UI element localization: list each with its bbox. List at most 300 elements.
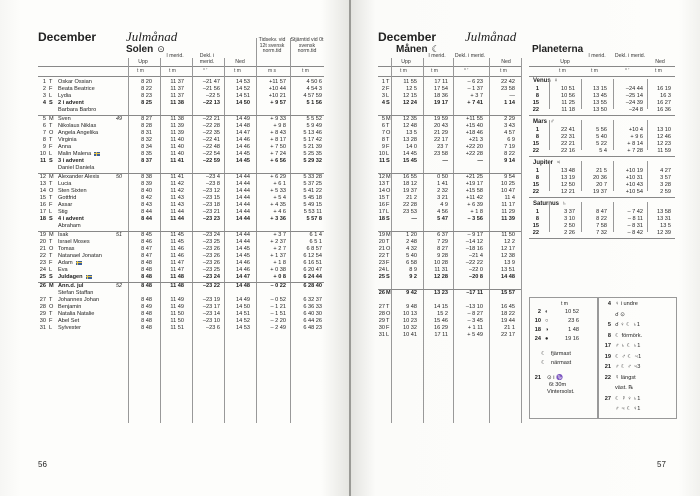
- meridian: 11 41: [170, 158, 184, 164]
- day-number: 27: [378, 304, 385, 310]
- month-title: December: [38, 30, 97, 44]
- declination: + 8 14: [627, 141, 643, 147]
- sidereal-time: 5 1 56: [306, 100, 322, 106]
- sunset: 14 49: [236, 116, 250, 122]
- weekday: T: [49, 137, 53, 143]
- declination: –23 24: [202, 232, 220, 238]
- moonset: 23 58: [501, 86, 515, 92]
- day-number: 30: [39, 318, 46, 324]
- meridian: 17 11: [434, 79, 448, 85]
- table-row: [351, 202, 526, 209]
- sidereal-time: 6 8 57: [306, 246, 322, 252]
- set: 12 23: [657, 141, 671, 147]
- equation-of-time: – 2 49: [270, 325, 286, 331]
- weekday: O: [386, 130, 391, 136]
- sunrise: 8 43: [141, 202, 152, 208]
- day-number: 17: [39, 209, 46, 215]
- name-day: Sven: [58, 116, 71, 122]
- moonrise: 12 15: [403, 93, 417, 99]
- day-number: 23: [39, 260, 46, 266]
- sidereal-time: 6 24 44: [303, 274, 322, 280]
- moon-col-dekl: Dekl. i merid.: [454, 53, 486, 59]
- moonrise: 6 58: [406, 260, 417, 266]
- sunrise: 8 48: [141, 283, 152, 289]
- equation-of-time: – 1 21: [270, 304, 286, 310]
- meridian: 11 40: [170, 137, 184, 143]
- phase-day: 10: [534, 318, 541, 324]
- declination: +11 55: [466, 116, 483, 122]
- weekday: T: [386, 304, 390, 310]
- declination: –23 4: [206, 174, 220, 180]
- day-number: 10: [39, 151, 46, 157]
- meridian: 11 50: [170, 318, 184, 324]
- declination: – 7 42: [627, 209, 643, 215]
- sunrise: 8 48: [141, 311, 152, 317]
- name-day: Sylvester: [58, 325, 82, 331]
- moon-col-ned: Ned: [501, 59, 511, 65]
- moon-icon: ☾: [431, 44, 440, 54]
- weekday: O: [386, 311, 391, 317]
- table-row: [0, 239, 349, 246]
- day-number: 3: [42, 93, 46, 99]
- moonrise: 11 55: [403, 79, 417, 85]
- planet-name: [533, 160, 561, 166]
- table-row: [0, 246, 349, 253]
- month-italic-title-right: Julmånad: [465, 29, 517, 44]
- moonset: 4 57: [504, 130, 515, 136]
- unit-imerid: t m: [169, 68, 176, 74]
- set: 13 5: [660, 223, 671, 229]
- table-row: [0, 174, 349, 181]
- planet-symbol-icon: ♂: [550, 119, 555, 125]
- moon-unit-rule: [378, 76, 521, 77]
- meridian: 5 40: [596, 134, 607, 140]
- meridian: 11 41: [170, 174, 184, 180]
- table-row: [0, 311, 349, 318]
- table-row: [0, 267, 349, 274]
- meridian: 9 28: [437, 253, 448, 259]
- weekday: O: [386, 188, 391, 194]
- planet-name: [533, 78, 558, 84]
- section-title-planets: Planeterna: [532, 44, 584, 55]
- set: 3 28: [660, 182, 671, 188]
- meridian: 11 39: [170, 130, 184, 136]
- day-number: 14: [378, 188, 385, 194]
- set: 16 3: [660, 93, 671, 99]
- meridian: 12 28: [434, 274, 448, 280]
- solstice-time: 6t 30m: [549, 382, 567, 388]
- day-number: 7: [381, 130, 385, 136]
- moonset: 2 29: [504, 116, 515, 122]
- table-row: [0, 93, 349, 100]
- declination: +11 42: [466, 195, 483, 201]
- name-day: Juldagen: [58, 274, 92, 281]
- name-day: Natanael Jonatan: [58, 253, 102, 259]
- sunset: 14 52: [236, 318, 250, 324]
- day-number: 22: [532, 230, 539, 236]
- table-row: [0, 304, 349, 311]
- aspect-text: ♂ ☾ ♂ ♃3: [615, 364, 641, 370]
- meridian: 23 58: [434, 151, 448, 157]
- meridian: 5 47: [437, 216, 448, 222]
- meridian: 7 32: [596, 230, 607, 236]
- sunset: 14 53: [236, 79, 250, 85]
- sunrise: 8 25: [141, 100, 152, 106]
- meridian: 11 43: [170, 202, 184, 208]
- week-number: 50: [116, 174, 122, 180]
- aspect-text: ☌ ♀ ☾ ♄1: [615, 322, 640, 328]
- month-italic-title: Julmånad: [126, 29, 178, 44]
- day-number: 1: [535, 127, 539, 133]
- planet-col-divider: [581, 79, 582, 109]
- name-day: Israel Moses: [58, 239, 90, 245]
- weekday: M: [386, 174, 391, 180]
- planet-col-divider: [581, 202, 582, 232]
- day-number: 15: [39, 195, 46, 201]
- declination: –22 0: [469, 267, 483, 273]
- declination: –23 12: [202, 188, 220, 194]
- flag-icon: [94, 152, 100, 156]
- planet-col-divider: [581, 161, 582, 191]
- day-number: 26: [378, 290, 385, 296]
- declination: –23 14: [202, 311, 220, 317]
- declination: –23 25: [202, 239, 220, 245]
- meridian: 11 51: [170, 325, 184, 331]
- table-row: [0, 100, 349, 107]
- declination: –14 12: [465, 239, 483, 245]
- day-number: 8: [381, 137, 385, 143]
- declination: + 7 28: [627, 148, 643, 154]
- unit-ned: t m: [234, 68, 241, 74]
- declination: –23 25: [202, 267, 220, 273]
- weekday: O: [49, 304, 54, 310]
- day-number: 1: [535, 168, 539, 174]
- moonset: 11 39: [501, 216, 515, 222]
- aspect-day: 22: [604, 374, 611, 381]
- sunset: 14 44: [236, 232, 250, 238]
- meridian: 5 4: [599, 148, 607, 154]
- weekday: T: [386, 253, 390, 259]
- col-header-imerid: I merid.: [166, 53, 184, 59]
- declination: – 6 23: [467, 79, 483, 85]
- weekday: M: [386, 116, 391, 122]
- moonset: 12 2: [504, 239, 515, 245]
- moonrise: 8 9: [409, 267, 417, 273]
- weekday: S: [386, 158, 390, 164]
- planet-col-divider: [613, 161, 614, 191]
- declination: – 8 31: [627, 223, 643, 229]
- weekday: T: [386, 123, 390, 129]
- weekday: S: [386, 100, 390, 106]
- sunrise: 8 45: [141, 232, 152, 238]
- weekday: L: [49, 325, 53, 331]
- weekday: F: [49, 86, 53, 92]
- day-number: 31: [39, 325, 46, 331]
- declination: –25 14: [625, 93, 643, 99]
- name-day: Assar: [58, 202, 73, 208]
- weekday: F: [386, 86, 390, 92]
- weekday: M: [386, 290, 391, 296]
- declination: –22 22: [465, 260, 483, 266]
- moonset: 21 1: [504, 325, 515, 331]
- set: 16 19: [657, 86, 671, 92]
- meridian: 11 47: [170, 267, 184, 273]
- sunset: 14 53: [236, 325, 250, 331]
- day-number: 5: [381, 116, 385, 122]
- day-number: 27: [39, 297, 46, 303]
- declination: – 3 56: [467, 216, 483, 222]
- meridian: 14 15: [434, 304, 448, 310]
- table-row: [0, 188, 349, 195]
- weekday: L: [49, 151, 53, 157]
- sunset: 14 45: [236, 151, 250, 157]
- meridian: —: [442, 158, 448, 164]
- weekday: L: [386, 267, 390, 273]
- day-number: 11: [379, 158, 385, 164]
- col-header-dekl: Dekl. i merid.: [199, 53, 215, 65]
- aspect-day: 17: [604, 343, 611, 349]
- declination: –22 21: [202, 116, 220, 122]
- table-row: [0, 151, 349, 158]
- planet-label: Saturnus: [533, 201, 560, 207]
- name-day: Lucia: [58, 181, 72, 187]
- sunset: 14 52: [236, 86, 250, 92]
- moon-col-imerid: I merid.: [428, 53, 446, 59]
- name-day: Gottfrid: [58, 195, 77, 201]
- declination: +10 54: [625, 189, 643, 195]
- sunset: 14 44: [236, 202, 250, 208]
- table-row: [0, 202, 349, 209]
- table-row: [0, 130, 349, 137]
- equation-of-time: +10 21: [268, 93, 286, 99]
- table-row: [0, 232, 349, 239]
- day-number: 1: [535, 209, 539, 215]
- sunset: 14 46: [236, 137, 250, 143]
- declination: +22 28: [465, 151, 483, 157]
- meridian: 4 9: [440, 202, 448, 208]
- table-row: [0, 137, 349, 144]
- weekday: M: [49, 174, 54, 180]
- weekday: F: [386, 325, 390, 331]
- planet-unit-imerid: t m: [591, 68, 598, 74]
- declination: – 3 45: [467, 318, 483, 324]
- page-number: 56: [38, 460, 47, 469]
- unit-dekl: ° ′: [203, 68, 208, 74]
- rise: 13 48: [561, 168, 575, 174]
- rise: 11 18: [561, 107, 575, 113]
- declination: –24 44: [625, 86, 643, 92]
- name-day: 2 i advent: [58, 100, 84, 106]
- day-number: 8: [535, 93, 539, 99]
- planet-unit-ned: t m: [655, 68, 662, 74]
- name-day: Virginia: [58, 137, 77, 143]
- moon-icon: ☾: [541, 351, 547, 357]
- planet-label: Venus: [533, 78, 551, 84]
- table-row: [351, 253, 526, 260]
- aspect-text: ☾ ♂ ☾ ♃1: [615, 353, 642, 360]
- day-number: 8: [535, 175, 539, 181]
- equation-of-time: + 1 37: [270, 253, 286, 259]
- meridian: 11 45: [170, 232, 184, 238]
- sunset: 14 50: [236, 304, 250, 310]
- meridian: 11 42: [170, 188, 184, 194]
- weekday: S: [49, 158, 53, 164]
- sidereal-time: 5 17 42: [303, 137, 322, 143]
- distance-label: fjärmast: [551, 351, 571, 357]
- day-number: 22: [532, 189, 539, 195]
- day-number: 15: [532, 100, 539, 106]
- unit-tidsekv: m s: [268, 68, 277, 74]
- moon-header-rule: [378, 66, 521, 67]
- name-day: Anna: [58, 144, 72, 150]
- sunrise: 8 44: [141, 216, 152, 222]
- meridian: 11 31: [434, 267, 448, 273]
- day-number: 7: [42, 130, 46, 136]
- planet-col-divider: [613, 120, 614, 150]
- moonrise: 21 2: [406, 195, 417, 201]
- sunset: 14 44: [236, 174, 250, 180]
- weekday: S: [49, 216, 53, 222]
- equation-of-time: + 7 50: [270, 144, 286, 150]
- sunset: 14 51: [236, 93, 250, 99]
- table-row: [0, 79, 349, 86]
- day-number: 18: [39, 216, 46, 222]
- weekday: M: [386, 232, 391, 238]
- weekday: L: [49, 93, 53, 99]
- moonset: 18 22: [501, 311, 515, 317]
- name-day: Beata Beatrice: [58, 86, 95, 92]
- planet-col-upp: Upp: [560, 59, 570, 65]
- day-number: 8: [535, 134, 539, 140]
- planet-label: Mars: [533, 119, 548, 125]
- set: 16 27: [657, 100, 671, 106]
- planet-col-divider: [549, 161, 550, 191]
- aspect-day: 4: [607, 301, 611, 307]
- name-day: Angela Angelika: [58, 130, 99, 136]
- day-number: 2: [42, 86, 46, 92]
- table-row: [351, 267, 526, 274]
- week-number: 49: [116, 116, 122, 122]
- table-row: [351, 158, 526, 165]
- name-day: Lydia: [58, 93, 72, 99]
- meridian: 16 29: [434, 325, 448, 331]
- aspect-text: väst. ℞: [615, 385, 634, 391]
- sunset: 14 44: [236, 188, 250, 194]
- day-number: 15: [378, 195, 385, 201]
- day-number: 16: [39, 202, 46, 208]
- declination: + 9 6: [630, 134, 643, 140]
- sidereal-time: 6 1 4: [309, 232, 322, 238]
- declination: –22 48: [202, 144, 220, 150]
- declination: +10 43: [625, 182, 643, 188]
- weekday: T: [386, 181, 390, 187]
- weekday: T: [386, 195, 390, 201]
- day-number: 3: [381, 93, 385, 99]
- table-row: [0, 144, 349, 151]
- table-row: [351, 195, 526, 202]
- sunrise: 8 38: [141, 174, 152, 180]
- week-number: 51: [116, 232, 122, 238]
- meridian: 19 17: [434, 100, 448, 106]
- name-day: Ann.d. jul: [58, 283, 84, 289]
- aspect-text: ♂ ♄ ☾ ♄1: [615, 343, 641, 349]
- moonset: 1 14: [504, 100, 515, 106]
- sunrise: 8 44: [141, 209, 152, 215]
- declination: –13 10: [465, 304, 483, 310]
- moon-phase-icon: ○: [545, 318, 549, 324]
- set: 3 57: [660, 175, 671, 181]
- weekday: O: [386, 246, 391, 252]
- sunset: 14 45: [236, 158, 250, 164]
- declination: –22 41: [202, 137, 220, 143]
- solstice-label: Vintersolst.: [547, 389, 575, 395]
- weekday: M: [49, 283, 54, 289]
- equation-of-time: + 2 7: [273, 246, 286, 252]
- moon-col-upp: Upp: [401, 59, 411, 65]
- sunrise: 8 31: [141, 130, 152, 136]
- sunset: 14 44: [236, 239, 250, 245]
- declination: –23 22: [202, 283, 220, 289]
- day-number: 1: [535, 86, 539, 92]
- meridian: 7 29: [437, 239, 448, 245]
- moonset: 13 9: [504, 260, 515, 266]
- phase-unit: t m: [561, 301, 568, 307]
- moonrise: 9 48: [406, 304, 417, 310]
- meridian: 8 27: [437, 246, 448, 252]
- meridian: 11 46: [170, 246, 184, 252]
- meridian: 11 42: [170, 181, 184, 187]
- declination: –23 8: [206, 181, 220, 187]
- weekday: M: [49, 116, 54, 122]
- name-day: Natalia Natalie: [58, 311, 95, 317]
- declination: +18 46: [465, 130, 483, 136]
- table-row: [351, 79, 526, 86]
- set: 4 27: [660, 168, 671, 174]
- name-day-secondary: Stefan Staffan: [58, 290, 94, 296]
- weekday: L: [49, 209, 53, 215]
- day-number: 28: [39, 304, 46, 310]
- month-title-right: December: [378, 30, 437, 44]
- meridian: 21 29: [434, 130, 448, 136]
- sunrise: 8 48: [141, 325, 152, 331]
- name-day: Abel Set: [58, 318, 80, 324]
- meridian: 4 56: [437, 209, 448, 215]
- table-row: [0, 195, 349, 202]
- day-number: 12: [378, 174, 385, 180]
- day-number: 20: [39, 239, 46, 245]
- moonset: 10 47: [501, 188, 515, 194]
- day-number: 16: [378, 202, 385, 208]
- sunrise: 8 34: [141, 144, 152, 150]
- moon-phase-icon: ●: [545, 336, 549, 342]
- weekday: F: [386, 260, 390, 266]
- rise: 10 51: [561, 86, 575, 92]
- meridian: 10 28: [434, 260, 448, 266]
- sunset: 14 48: [236, 283, 250, 289]
- weekday: L: [49, 267, 53, 273]
- day-number: 13: [378, 181, 385, 187]
- day-number: 24: [378, 267, 385, 273]
- name-day: Malin Malena: [58, 151, 100, 158]
- moonrise: 15 45: [403, 158, 417, 164]
- weekday: O: [49, 246, 54, 252]
- planet-col-divider: [647, 202, 648, 232]
- equation-of-time: + 0 8: [273, 274, 286, 280]
- phase-day: 18: [534, 327, 541, 333]
- moonrise: 9 42: [406, 290, 417, 296]
- meridian: 13 50: [593, 107, 607, 113]
- table-row: [0, 260, 349, 267]
